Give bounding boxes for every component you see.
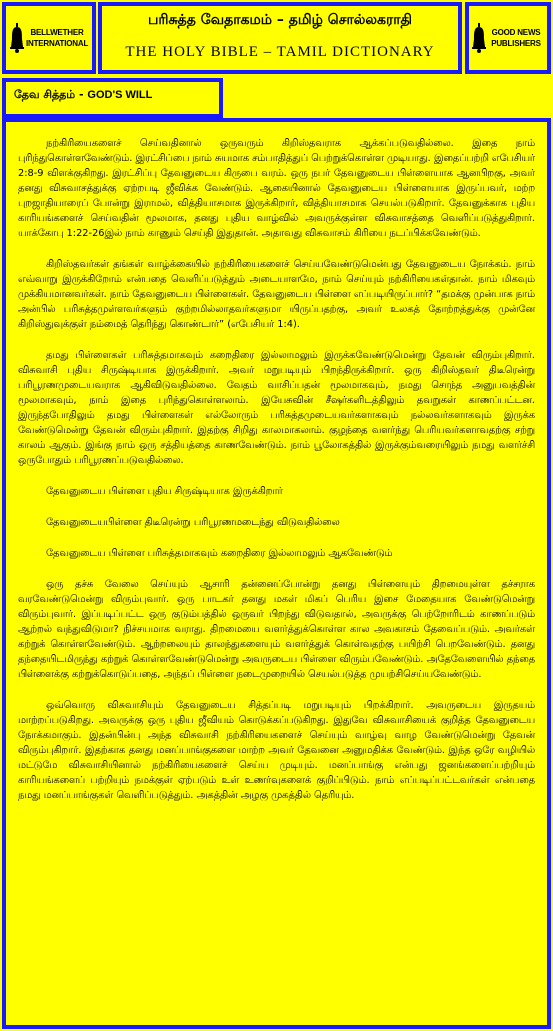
article-body xyxy=(2,118,551,1029)
paragraph: தமது பிள்ளைகள் பரிசுத்தமாகவும் கறைதிரை இல்லாமலும் இருக்கவேண்டுமென்று தேவன் விரும்புகிறார். விசுவாசி புதிய சிருஷ்டியாக இருக்கிறார். அவர் மறுபடியும் பிறந்திருக்கிறார். ஒரு கிறிஸ்தவர் திடீரென்று பரிபூரணமுடையவராக ஆகிவிடுவதில்லை. வேதம் வாசிப்பதன் மூலமாகவும், நமது சொந்த அனுபவத்தின் மூலமாகவும், நாம் இதை புரிந்துகொள்ளலாம். இயேசுவின் சீஷர்களிடத்திலும் தவறுகள் காணப்பட்டன. இருந்தபோதிலும் தமது பிள்ளைகள் எல்லோரும் பரிசுத்தமுடையவர்களாகவும் நல்லவர்களாகவும் இருக்க வேண்டுமென்று தேவன் விரும்புகிறார். இதற்கு சிறிது காலமாகலாம். குழந்தை வளர்ந்து பெரியவர்களாவதற்கு சற்று காலம் ஆகும். இங்கு நாம் ஒரு சத்தியத்தை காணவேண்டும். நாம் பூலோகத்தில் இருக்கும்வரையிலும் நமது வளர்ச்சி ஒருபோதும் பரிபூரணப்படுவதில்லை. xyxy=(18,350,535,466)
title-english: THE HOLY BIBLE – TAMIL DICTIONARY xyxy=(125,44,435,60)
key-statement: தேவனுடையபிள்ளை திடீரென்று பரிபூரணமடைந்து விடுவதில்லை xyxy=(46,517,340,528)
paragraph: நற்கிரியைகளைச் செய்வதினால் ஒருவரும் கிறிஸ்தவராக ஆக்கப்படுவதில்லை. இதை நாம் புரிந்துகொள்ளவேண்டும். இரட்சிப்பை நாம் சுயமாக சம்பாதித்துப் பெற்றுக்கொள்ள முடியாது. இதைப்பற்றி எபேசியர் 2:8-9 விளக்குகிறது. இரட்சிப்பு தேவனுடைய கிருபை வரம். ஒரு நபர் தேவனுடைய பிள்ளையாக ஆனபிறகு, அவர் தனது விசுவாசத்துக்கு ஏற்றபடி ஜீவிக்க வேண்டும். ஆகையினால் தேவனுடைய பிள்ளையாக இருப்பவர், மற்ற புறஜாதியாரைப் போன்று இராமல், வித்தியாசமாக இருக்கிறார், வித்தியாசமாக செயல்படுகிறார். தேவனுக்காக புதிய காரியங்களைச் செய்வதின் மூலமாக, தனது புதிய வாழ்வில் அவருக்குள்ள விசுவாசத்தை வெளிப்படுத்துகிறார். யாக்கோபு 1:22-26இல் நாம் காணும் செய்தி இதுதான். அதாவது விசுவாசம் கிரியை நடப்பிக்கவேண்டும். xyxy=(18,138,535,239)
key-statement: தேவனுடைய பிள்ளை பரிசுத்தமாகவும் கறைதிரை இல்லாமலும் ஆகவேண்டும் xyxy=(46,548,393,559)
good-news-logo xyxy=(465,2,551,74)
key-statement: தேவனுடைய பிள்ளை புதிய சிருஷ்டியாக இருக்கிறார் xyxy=(46,486,283,497)
section-title-tamil: தேவ சித்தம் xyxy=(14,88,76,101)
section-title-separator: - xyxy=(78,88,84,101)
logo-text-right: GOOD NEWS PUBLISHERS xyxy=(491,28,541,48)
bell-icon xyxy=(472,23,486,53)
paragraph: ஒரு தச்சு வேலை செய்யும் ஆசாரி தன்னைப்போன்று தனது பிள்ளையும் திறமையுள்ள தச்சராக வரவேண்டுமென்று விரும்புவார். ஒரு பாடகர் தனது மகள் மிகப் பெரிய இசை மேதையாக வேண்டுமென்று விரும்புவார். இப்படிப்பட்ட ஒரு குடும்பத்தில் ஒருவர் பிறந்து விடுவதால், அவருக்கு பெற்றோரிடம் காணப்படும் ஆற்றல் வந்துவிடுமா? நிச்சயமாக வராது. திறமையை வளர்த்துக்கொள்ள கால அவகாசம் தேவைப்படும். அவர்கள் கற்றுக் கொள்ளவேண்டும். ஆற்றலையும் தாலந்துகளையும் வளர்த்துக் கொள்வதற்கு பயிற்சி பெறவேண்டும். தனது தந்தையிடமிருந்து கற்றுக் கொள்ளவேண்டுமென்று அவருடைய பிள்ளை விரும்பவேண்டும். அதேவேளையில் தந்தை பிள்ளைக்கு கற்றுக்கொடுப்பதை, அந்தப் பிள்ளை நடைமுறையில் செயல்படுத்த முயற்சிசெய்யவேண்டும். xyxy=(18,579,535,680)
section-title xyxy=(2,78,223,118)
logo-text-left: BELLWETHER INTERNATIONAL xyxy=(26,28,89,48)
title-tamil: பரிசுத்த வேதாகமம் – தமிழ் சொல்லகராதி xyxy=(148,12,412,28)
bell-icon xyxy=(10,23,24,53)
paragraph: கிறிஸ்தவர்கள் தங்கள் வாழ்க்கையில் நற்கிரியைகளைச் செய்யவேண்டுமென்பது தேவனுடைய நோக்கம். நாம் எவ்வாறு இருக்கிறோம் என்பதை வெளிப்படுத்தும் அடையாளமே, நாம் செய்யும் நற்கிரியைகள்தான். நாம் மிகவும் முக்கியமானவர்கள். நாம் தேவனுடைய பிள்ளைகள். தேவனுடைய பிள்ளை எப்படியிருப்பார்? “தமக்கு முன்பாக நாம் அன்பில் பரிசுத்தமுள்ளவர்களும் குற்றமில்லாதவர்களுமா யிருப்பதற்கு, அவர் உலகத் தோற்றத்துக்கு முன்னே கிறிஸ்துவுக்குள் நம்மைத் தெரிந்து கொண்டார்” (எபேசியர் 1:4). xyxy=(18,259,535,330)
bellwether-logo xyxy=(2,2,96,74)
paragraph: ஒவ்வொரு விசுவாசியும் தேவனுடைய சித்தப்படி மறுபடியும் பிறக்கிறார். அவருடைய இருதயம் மாற்றப்படுகிறது. அவருக்கு ஒரு புதிய ஜீவியம் கொடுக்கப்படுகிறது. இதுவே விசுவாசியைக் குறித்த தேவனுடைய நோக்கமாகும். இதன்பின்பு அந்த விசுவாசி நற்கிரியைகளைச் செய்யும் வாழ்வு வாழ வேண்டுமென்று தேவன் விரும்புகிறார். இதற்காக தனது மனப்பாங்குகளை மாற்ற அவர் தேவனை அனுமதிக்க வேண்டும். இந்த ஒரே வழியில் மட்டுமே விசுவாசியினால் நற்கிரியைகளைச் செய்ய முடியும். மனப்பாங்கு என்பது ஜனங்களைப்பற்றியும் காரியங்களைப் பற்றியும் நமக்குள் ஏற்படும் உள் உணர்வுகளைக் குறிப்பிடும். நாம் எப்படிப்பட்டவர்கள் என்பதை நமது மனப்பாங்குகள் வெளிப்படுத்தும். அகத்தின் அழகு முகத்தில் தெரியும். xyxy=(18,700,535,801)
section-title-english: GOD'S WILL xyxy=(87,89,153,101)
title-banner xyxy=(98,2,462,74)
